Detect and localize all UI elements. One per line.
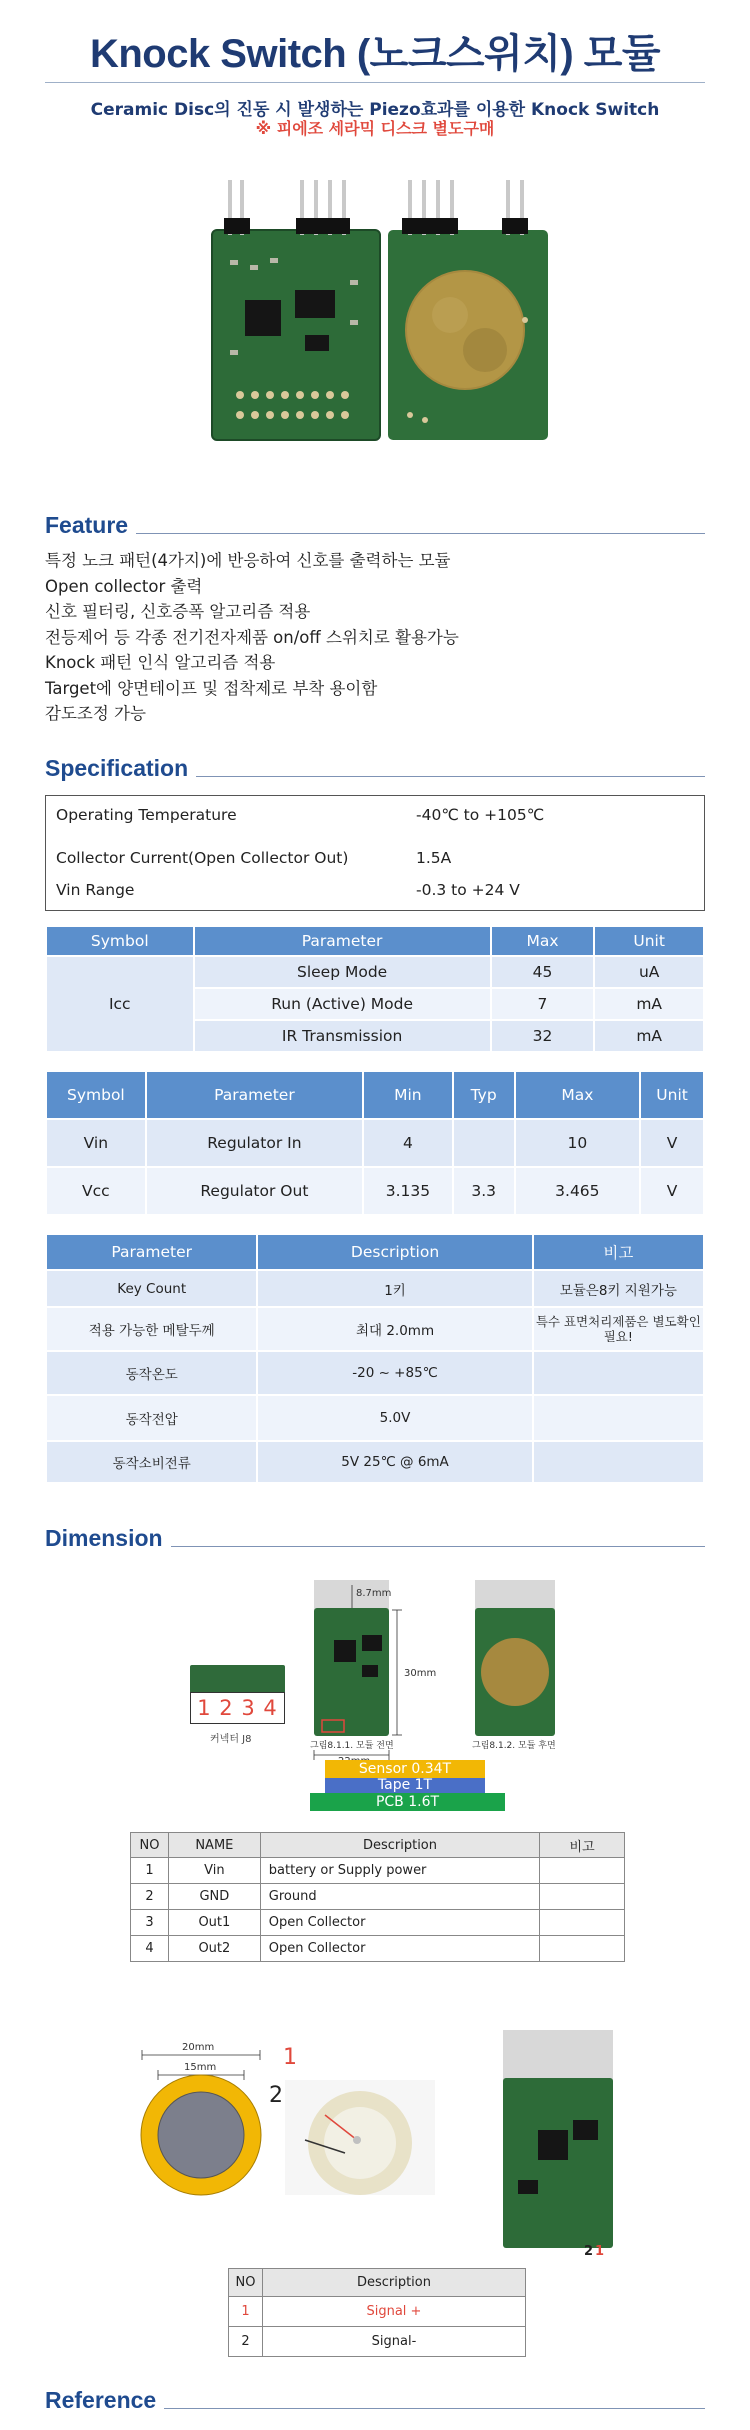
table-row [46, 1351, 704, 1395]
table-cell: Regulator In [146, 1119, 363, 1167]
table-cell: mA [594, 1020, 704, 1052]
table-cell: Vcc [46, 1167, 146, 1215]
feature-item: 감도조정 가능 [45, 704, 146, 723]
column-header: Description [262, 2269, 525, 2297]
column-header: 비고 [540, 1833, 625, 1858]
table-cell: 특수 표면처리제품은 별도확인필요! [533, 1307, 704, 1351]
table-cell: Ground [260, 1884, 539, 1910]
specification-heading [45, 748, 705, 782]
table-row [131, 1910, 625, 1936]
column-header: Parameter [146, 1071, 363, 1119]
table-cell: 3 [131, 1910, 169, 1936]
connector-pin-numbers: 1 2 3 4 [190, 1692, 285, 1724]
title-divider [45, 82, 705, 83]
connected-board-photo [498, 2030, 618, 2260]
product-photo [210, 170, 550, 450]
disc-inner-label: 15mm [184, 2062, 217, 2073]
table-row [131, 1936, 625, 1962]
spec-box [45, 795, 705, 911]
feature-item: Open collector 출력 [45, 576, 203, 596]
table-cell: Vin [168, 1858, 260, 1884]
table-cell [540, 1884, 625, 1910]
connector-caption: 커넥터 J8 [210, 1734, 252, 1745]
table-cell: Out1 [168, 1910, 260, 1936]
column-header: Typ [453, 1071, 515, 1119]
page-subtitle: Ceramic Disc의 진동 시 발생하는 Piezo효과를 이용한 Knock Switch [90, 100, 660, 120]
feature-heading [45, 505, 705, 539]
icc-table [45, 925, 705, 1053]
table-cell: 동작소비전류 [46, 1441, 257, 1483]
table-cell: 3.3 [453, 1167, 515, 1215]
layer-tape: Tape 1T [325, 1778, 485, 1793]
table-cell: Run (Active) Mode [194, 988, 491, 1020]
spec-label: Collector Current(Open Collector Out) [56, 849, 349, 867]
column-header: Description [257, 1234, 532, 1270]
column-header: Unit [594, 926, 704, 956]
table-cell: 5.0V [257, 1395, 532, 1441]
table-cell: 최대 2.0mm [257, 1307, 532, 1351]
column-header: Max [491, 926, 595, 956]
feature-list [45, 548, 685, 727]
table-cell: V [640, 1167, 704, 1215]
column-header: Max [515, 1071, 641, 1119]
table-row [46, 1167, 704, 1215]
table-row [131, 1884, 625, 1910]
back-module-drawing [470, 1580, 570, 1765]
column-header: NO [131, 1833, 169, 1858]
feature-item: 신호 필터링, 신호증폭 알고리즘 적용 [45, 602, 311, 621]
feature-item: 특정 노크 패턴(4가지)에 반응하여 신호를 출력하는 모듈 [45, 551, 451, 570]
column-header: Symbol [46, 926, 194, 956]
table-cell: 5V 25℃ @ 6mA [257, 1441, 532, 1483]
back-caption: 그림8.1.2. 모듈 후면 [472, 1741, 556, 1751]
dimension-heading [45, 1518, 705, 1552]
dimension-label: 30mm [404, 1668, 437, 1679]
wire-label-1: 1 [283, 2045, 297, 2070]
table-cell: uA [594, 956, 704, 988]
table-row [46, 1119, 704, 1167]
table-cell: V [640, 1119, 704, 1167]
spec-label: Operating Temperature [56, 806, 237, 824]
table-cell: 동작온도 [46, 1351, 257, 1395]
table-cell: 1키 [257, 1270, 532, 1307]
reference-heading-text: Reference [45, 2387, 157, 2413]
board-label-2: 2 [584, 2244, 594, 2259]
table-cell: Open Collector [260, 1910, 539, 1936]
table-cell [540, 1910, 625, 1936]
feature-heading-text: Feature [45, 512, 129, 538]
feature-item: Target에 양면테이프 및 접착제로 부착 용이함 [45, 678, 378, 698]
spec-value: -0.3 to +24 V [416, 881, 520, 899]
table-cell: Vin [46, 1119, 146, 1167]
column-header: Parameter [46, 1234, 257, 1270]
table-row [46, 956, 704, 988]
table-row [46, 1307, 704, 1351]
description-table [45, 1233, 705, 1484]
table-cell: Key Count [46, 1270, 257, 1307]
purchase-notice: ※ 피에조 세라믹 디스크 별도구매 [255, 119, 495, 138]
table-cell: 모듈은8키 지원가능 [533, 1270, 704, 1307]
front-caption: 그림8.1.1. 모듈 전면 [310, 1741, 394, 1751]
table-cell: 1 [131, 1858, 169, 1884]
board-label-1: 1 [595, 2244, 605, 2259]
feature-item: Knock 패턴 인식 알고리즘 적용 [45, 653, 276, 672]
table-cell: -20 ~ +85℃ [257, 1351, 532, 1395]
table-cell: IR Transmission [194, 1020, 491, 1052]
dimension-label: 8.7mm [356, 1588, 392, 1599]
connector-image [190, 1665, 285, 1727]
table-cell: 7 [491, 988, 595, 1020]
column-header: Description [260, 1833, 539, 1858]
table-cell: 4 [131, 1936, 169, 1962]
table-cell [533, 1351, 704, 1395]
table-cell: 10 [515, 1119, 641, 1167]
column-header: Symbol [46, 1071, 146, 1119]
spec-label: Vin Range [56, 881, 135, 899]
table-cell [533, 1441, 704, 1483]
column-header: NAME [168, 1833, 260, 1858]
table-cell: Signal- [262, 2327, 525, 2357]
table-row [229, 2297, 526, 2327]
page-title: Knock Switch (노크스위치) 모듈 [89, 32, 661, 76]
table-cell [540, 1936, 625, 1962]
table-cell: 2 [229, 2327, 263, 2357]
table-cell: Open Collector [260, 1936, 539, 1962]
column-header: Parameter [194, 926, 491, 956]
table-cell: 2 [131, 1884, 169, 1910]
spec-value: -40℃ to +105℃ [416, 806, 545, 824]
column-header: NO [229, 2269, 263, 2297]
table-cell: 적용 가능한 메탈두께 [46, 1307, 257, 1351]
table-cell: battery or Supply power [260, 1858, 539, 1884]
table-cell: 45 [491, 956, 595, 988]
table-row [46, 1270, 704, 1307]
table-cell: 1 [229, 2297, 263, 2327]
pin-table [130, 1832, 625, 1962]
table-cell [540, 1858, 625, 1884]
table-row [46, 1441, 704, 1483]
reference-heading [45, 2380, 705, 2414]
layer-pcb: PCB 1.6T [310, 1793, 505, 1811]
voltage-table [45, 1070, 705, 1216]
specification-heading-text: Specification [45, 755, 189, 781]
table-cell: Regulator Out [146, 1167, 363, 1215]
piezo-disc-photo [265, 2045, 445, 2200]
column-header: Min [363, 1071, 453, 1119]
table-cell: 3.465 [515, 1167, 641, 1215]
table-cell: Icc [46, 956, 194, 1052]
disc-drawing [130, 2042, 275, 2205]
front-module-drawing [312, 1580, 472, 1765]
table-cell: mA [594, 988, 704, 1020]
column-header: Unit [640, 1071, 704, 1119]
table-row [46, 1395, 704, 1441]
table-cell: 동작전압 [46, 1395, 257, 1441]
table-cell: Sleep Mode [194, 956, 491, 988]
column-header: 비고 [533, 1234, 704, 1270]
table-cell: GND [168, 1884, 260, 1910]
dimension-heading-text: Dimension [45, 1525, 163, 1551]
table-cell: Signal + [262, 2297, 525, 2327]
wire-label-2: 2 [269, 2083, 283, 2108]
connector-board [190, 1665, 285, 1695]
layer-sensor: Sensor 0.34T [325, 1760, 485, 1778]
table-row [131, 1858, 625, 1884]
table-cell: 3.135 [363, 1167, 453, 1215]
disc-outer-label: 20mm [182, 2042, 215, 2053]
table-cell [533, 1395, 704, 1441]
table-cell: 4 [363, 1119, 453, 1167]
feature-item: 전등제어 등 각종 전기전자제품 on/off 스위치로 활용가능 [45, 627, 459, 647]
spec-value: 1.5A [416, 849, 452, 867]
table-cell [453, 1119, 515, 1167]
table-cell: 32 [491, 1020, 595, 1052]
table-row [229, 2327, 526, 2357]
signal-table [228, 2268, 526, 2357]
table-cell: Out2 [168, 1936, 260, 1962]
